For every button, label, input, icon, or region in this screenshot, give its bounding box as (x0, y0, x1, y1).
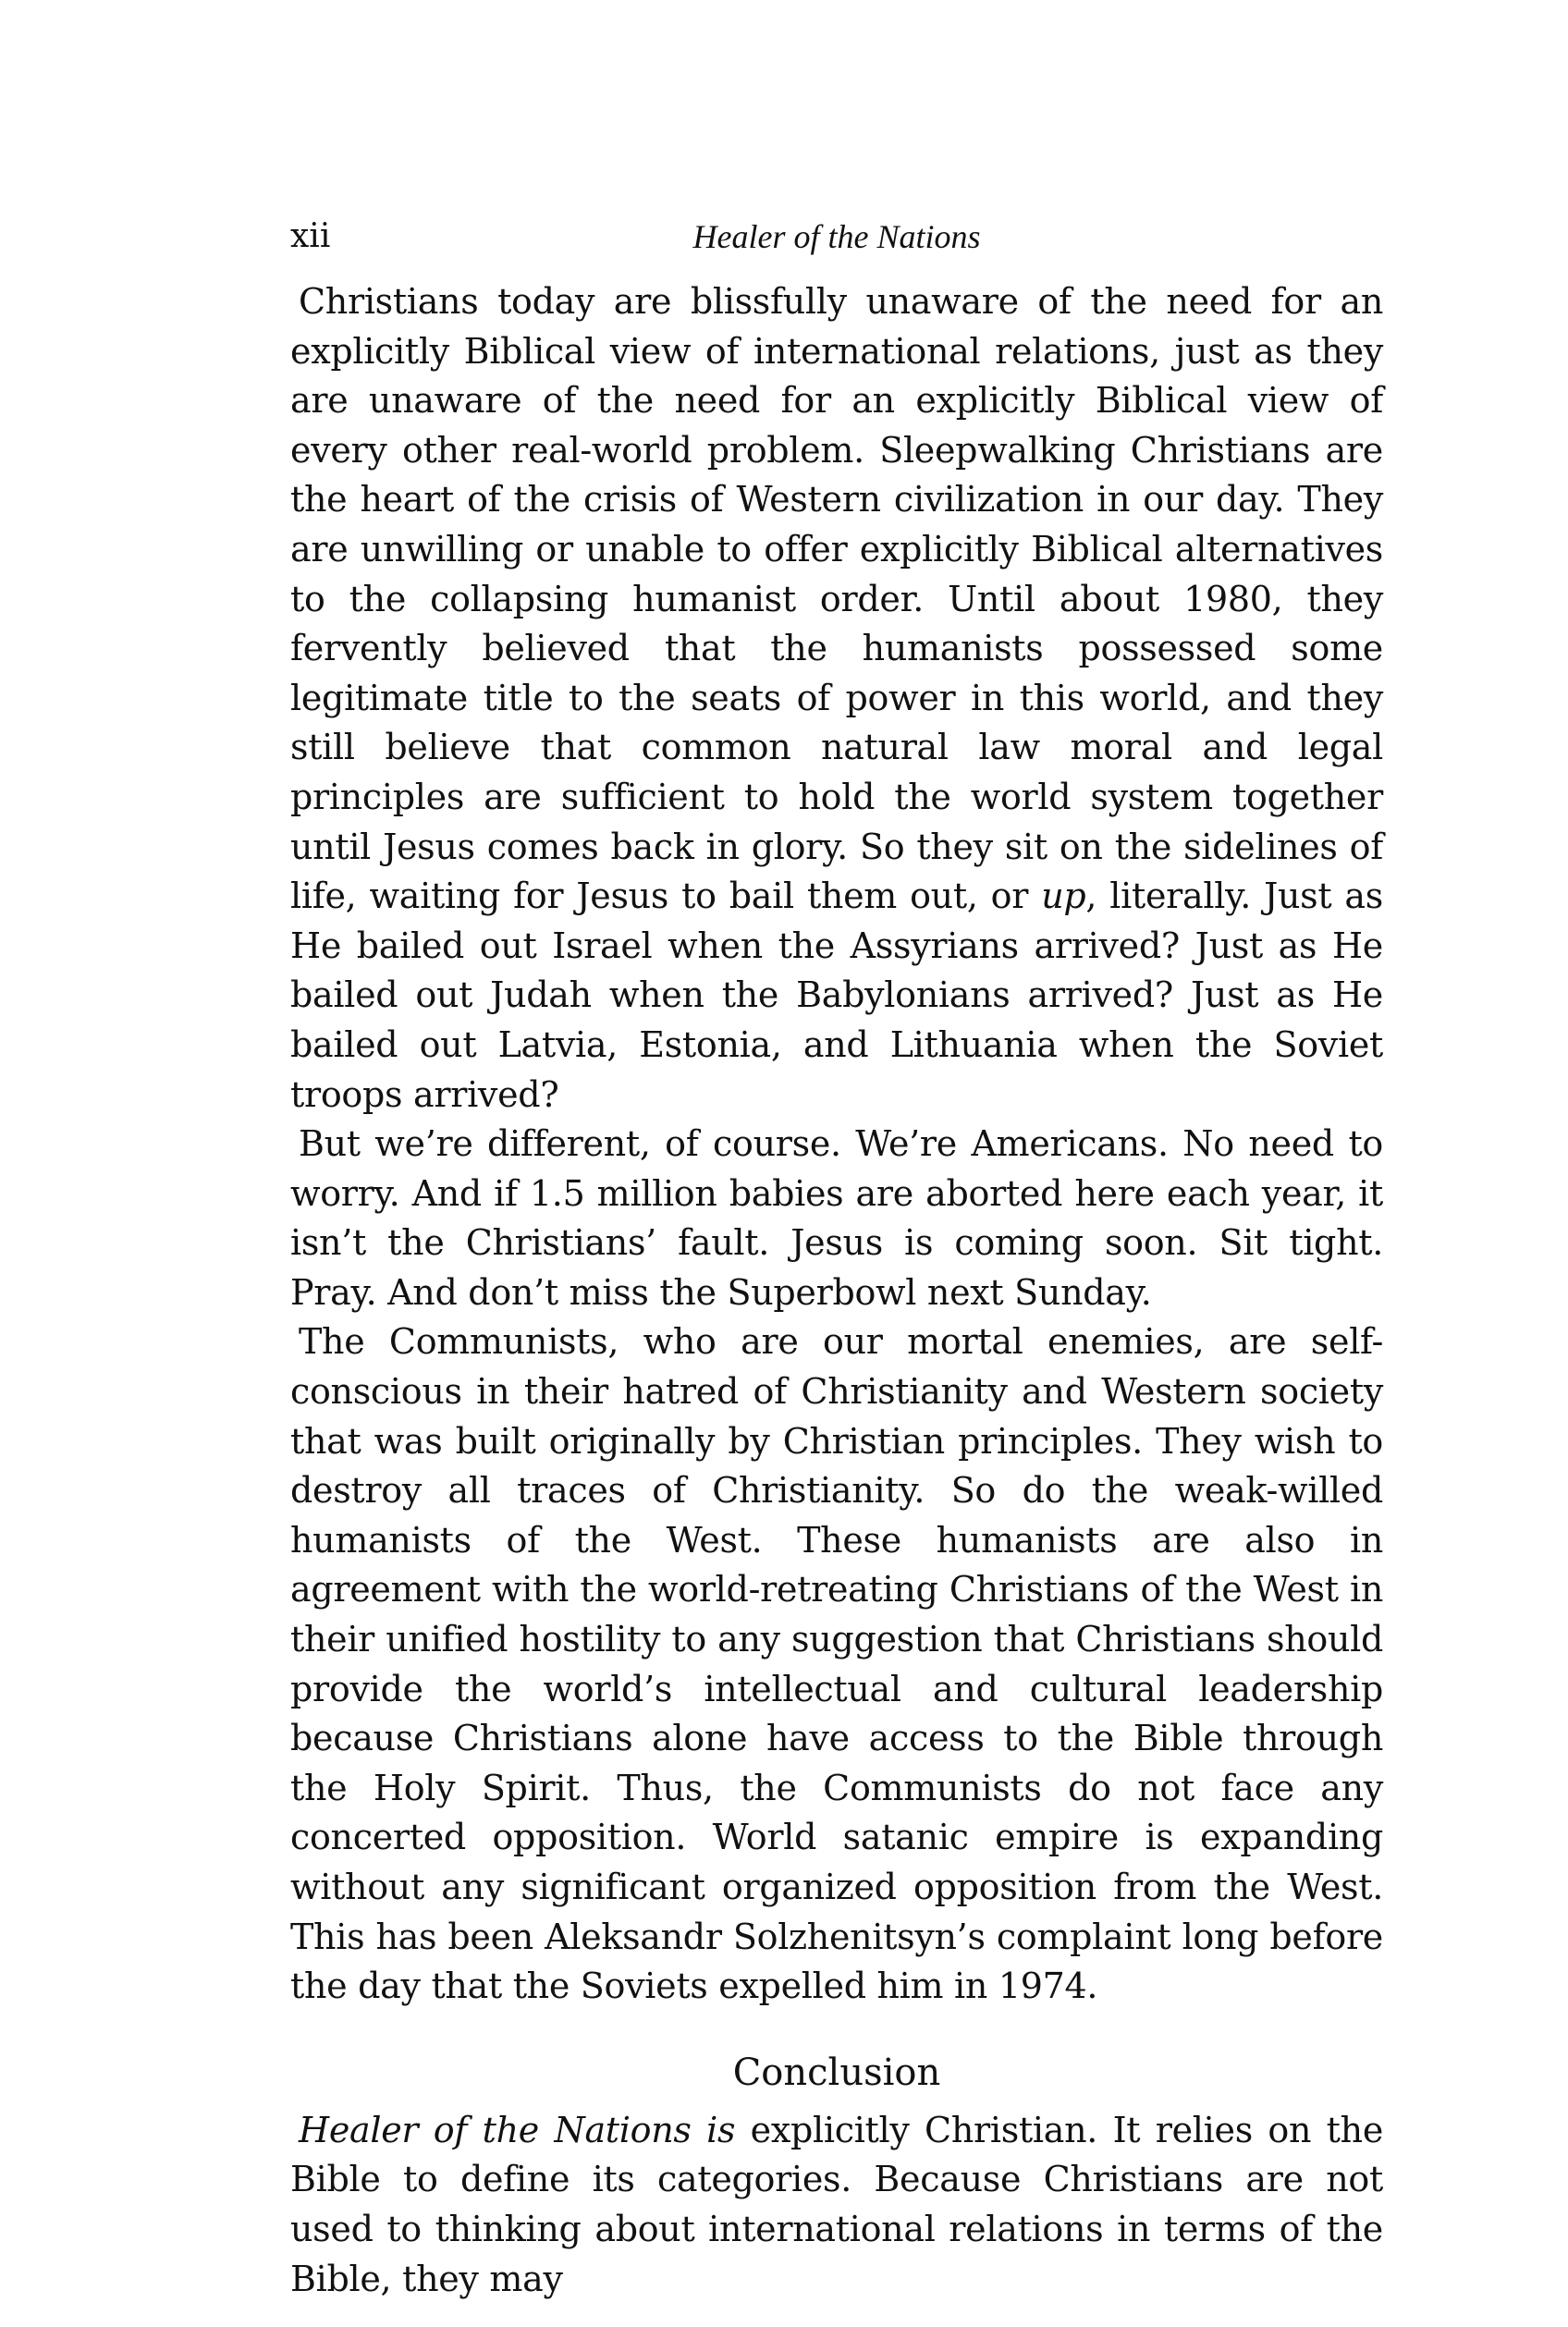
paragraph-1-italic: up (1041, 876, 1086, 917)
body-text (290, 277, 1383, 2304)
conclusion-italic-lead: Healer of the Nations is (299, 2109, 736, 2150)
conclusion-paragraph (290, 2106, 1383, 2304)
paragraph-3-text: The Communists, who are our mortal enemies, are self-conscious in their hatred of Christianity and Western society that was built originally by Christian principles. They wish to destroy all traces of Christianity. So do the weak-willed humanists of the West. These humanists are also in agreement with the world-retreating Christians of the West in their unified hostility to any suggestion that Christians should provide the world’s intellectual and cultural leadership because Christians alone have access to the Bible through the Holy Spirit. Thus, the Communists do not face any concerted opposition. World satanic empire is expanding without any significant organized opposition from the West. This has been Aleksandr Solzhenitsyn’s complaint long before the day that the Soviets expelled him in 1974. (290, 1321, 1383, 2007)
conclusion-text: explicitly Christian. It relies on the Bible to define its categories. Because Christians are not used to thinking about international relations in terms of the Bible, they may (290, 2109, 1384, 2299)
paragraph-1-text: Christians today are blissfully unaware of the need for an explicitly Biblical view of international relations, just as they are unaware of the need for an explicitly Biblical view of every other real-world problem. Sleepwalking Christians are the heart of the crisis of Western civilization in our day. They are unwilling or unable to offer explicitly Biblical alternatives to the collapsing humanist order. Until about 1980, they fervently believed that the humanists possessed some legitimate title to the seats of power in this world, and they still believe that common natural law moral and legal principles are sufficient to hold the world system together until Jesus comes back in glory. So they sit on the sidelines of life, waiting for Jesus to bail them out, or (290, 281, 1383, 917)
running-title: Healer of the Nations (692, 218, 981, 255)
page-number: xii (290, 217, 331, 255)
section-heading-conclusion: Conclusion (732, 2051, 941, 2094)
paragraph-3 (290, 1317, 1383, 2011)
paragraph-1-text-after: , literally. Just as He bailed out Israel when the Assyrians arrived? Just as He bailed out Judah when the Babylonians arrived? Just as He bailed out Latvia, Estonia, and Lithuania when the Soviet troops arrived? (290, 876, 1383, 1115)
paragraph-1 (290, 277, 1383, 1120)
page-header (290, 211, 1383, 263)
paragraph-2 (290, 1120, 1383, 1317)
paragraph-2-text: But we’re different, of course. We’re Americans. No need to worry. And if 1.5 million babies are aborted here each year, it isn’t the Christians’ fault. Jesus is coming soon. Sit tight. Pray. And don’t miss the Superbowl next Sunday. (290, 1123, 1383, 1313)
